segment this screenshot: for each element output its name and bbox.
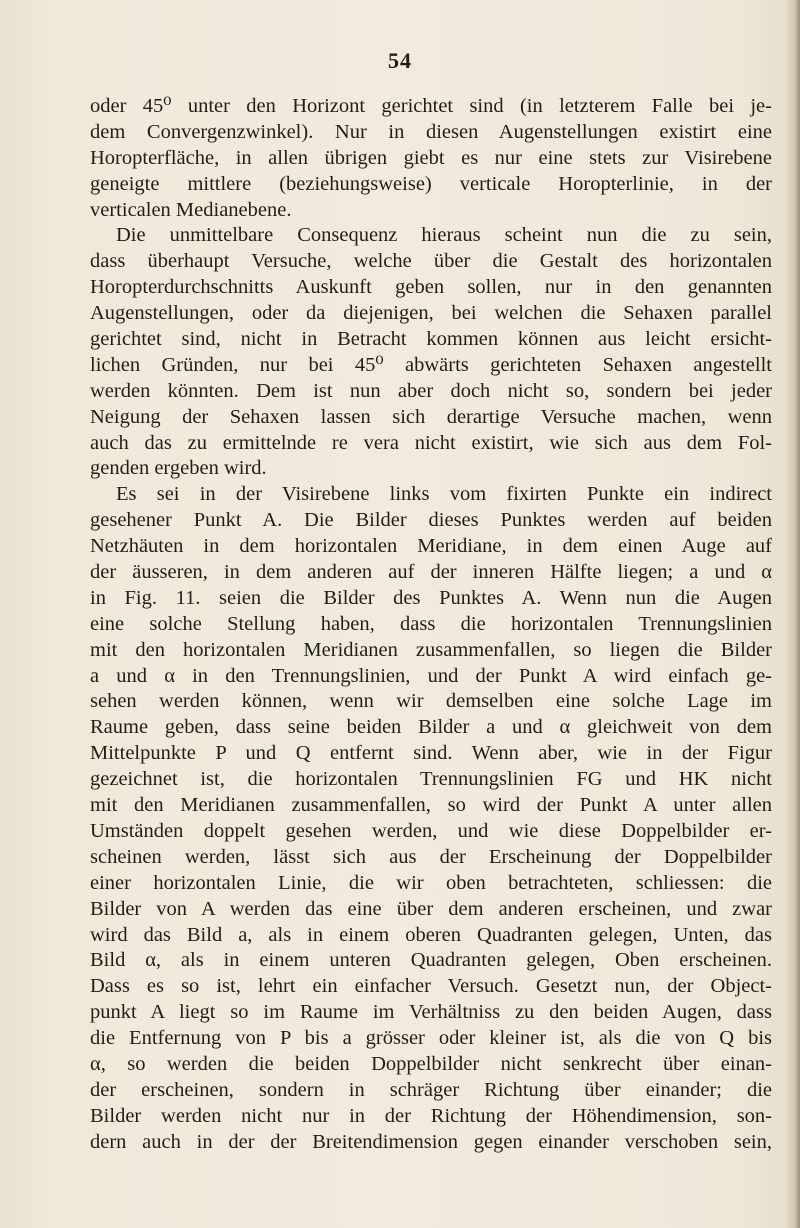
text-line: verticalen Medianebene. — [90, 198, 292, 221]
text-line: Bild α, als in einem unteren Quadranten gelegen, Oben erscheinen. — [90, 949, 772, 972]
text-line: Neigung der Sehaxen lassen sich derartige Versuche machen, wenn — [90, 405, 772, 428]
text-line: Dass es so ist, lehrt ein einfacher Versuch. Gesetzt nun, der Object- — [90, 975, 772, 998]
text-line: oder 45⁰ unter den Horizont gerichtet sind (in letzterem Falle bei je- — [90, 95, 772, 117]
text-line: geneigte mittlere (beziehungsweise) verticale Horopterlinie, in der — [90, 172, 772, 195]
text-line: Netzhäuten in dem horizontalen Meridiane, in dem einen Auge auf — [90, 535, 772, 558]
text-line: a und α in den Trennungslinien, und der Punkt A wird einfach ge- — [90, 664, 772, 687]
text-line: der äusseren, in dem anderen auf der inneren Hälfte liegen; a und α — [90, 561, 772, 584]
body-text — [90, 94, 772, 1156]
text-line: wird das Bild a, als in einem oberen Quadranten gelegen, Unten, das — [90, 923, 772, 946]
text-line: mit den horizontalen Meridianen zusammenfallen, so liegen die Bilder — [90, 638, 772, 661]
text-line: einer horizontalen Linie, die wir oben betrachteten, schliessen: die — [90, 871, 772, 894]
text-line: Bilder werden nicht nur in der Richtung der Höhendimension, son- — [90, 1104, 772, 1127]
text-line: Augenstellungen, oder da diejenigen, bei welchen die Sehaxen parallel — [90, 302, 772, 325]
text-line: Die unmittelbare Consequenz hieraus scheint nun die zu sein, — [116, 224, 772, 247]
text-line: Horopterfläche, in allen übrigen giebt es nur eine stets zur Visirebene — [90, 146, 772, 169]
page-edge-shadow — [786, 0, 800, 1228]
text-line: Mittelpunkte P und Q entfernt sind. Wenn aber, wie in der Figur — [90, 742, 772, 765]
text-line: Umständen doppelt gesehen werden, und wie diese Doppelbilder er- — [90, 819, 772, 842]
text-line: gerichtet sind, nicht in Betracht kommen können aus leicht ersicht- — [90, 328, 772, 351]
page-number: 54 — [388, 48, 412, 73]
text-line: gezeichnet ist, die horizontalen Trennungslinien FG und HK nicht — [90, 768, 772, 791]
text-line: auch das zu ermittelnde re vera nicht existirt, wie sich aus dem Fol- — [90, 431, 772, 454]
text-line: Raume geben, dass seine beiden Bilder a und α gleichweit von dem — [90, 716, 772, 739]
text-line: genden ergeben wird. — [90, 457, 267, 480]
text-line: mit den Meridianen zusammenfallen, so wird der Punkt A unter allen — [90, 794, 772, 817]
text-line: sehen werden können, wenn wir demselben eine solche Lage im — [90, 690, 772, 713]
text-line: Es sei in der Visirebene links vom fixirten Punkte ein indirect — [116, 483, 772, 506]
text-line: dass überhaupt Versuche, welche über die Gestalt des horizontalen — [90, 250, 772, 273]
text-line: lichen Gründen, nur bei 45⁰ abwärts gerichteten Sehaxen angestellt — [90, 353, 772, 376]
text-line: scheinen werden, lässt sich aus der Erscheinung der Doppelbilder — [90, 845, 772, 868]
text-line: gesehener Punkt A. Die Bilder dieses Punktes werden auf beiden — [90, 509, 772, 532]
text-line: α, so werden die beiden Doppelbilder nicht senkrecht über einan- — [90, 1052, 772, 1075]
text-line: Horopterdurchschnitts Auskunft geben sollen, nur in den genannten — [90, 276, 772, 299]
text-line: werden könnten. Dem ist nun aber doch nicht so, sondern bei jeder — [90, 379, 772, 402]
text-line: dem Convergenzwinkel). Nur in diesen Augenstellungen existirt eine — [90, 120, 772, 143]
text-line: der erscheinen, sondern in schräger Richtung über einander; die — [90, 1078, 772, 1101]
text-line: Bilder von A werden das eine über dem anderen erscheinen, und zwar — [90, 897, 772, 920]
text-line: in Fig. 11. seien die Bilder des Punktes A. Wenn nun die Augen — [90, 586, 772, 609]
text-line: punkt A liegt so im Raume im Verhältniss zu den beiden Augen, dass — [90, 1001, 772, 1024]
text-line: eine solche Stellung haben, dass die horizontalen Trennungslinien — [90, 612, 772, 635]
text-line: die Entfernung von P bis a grösser oder kleiner ist, als die von Q bis — [90, 1027, 772, 1050]
text-line: dern auch in der der Breitendimension gegen einander verschoben sein, — [90, 1130, 772, 1153]
